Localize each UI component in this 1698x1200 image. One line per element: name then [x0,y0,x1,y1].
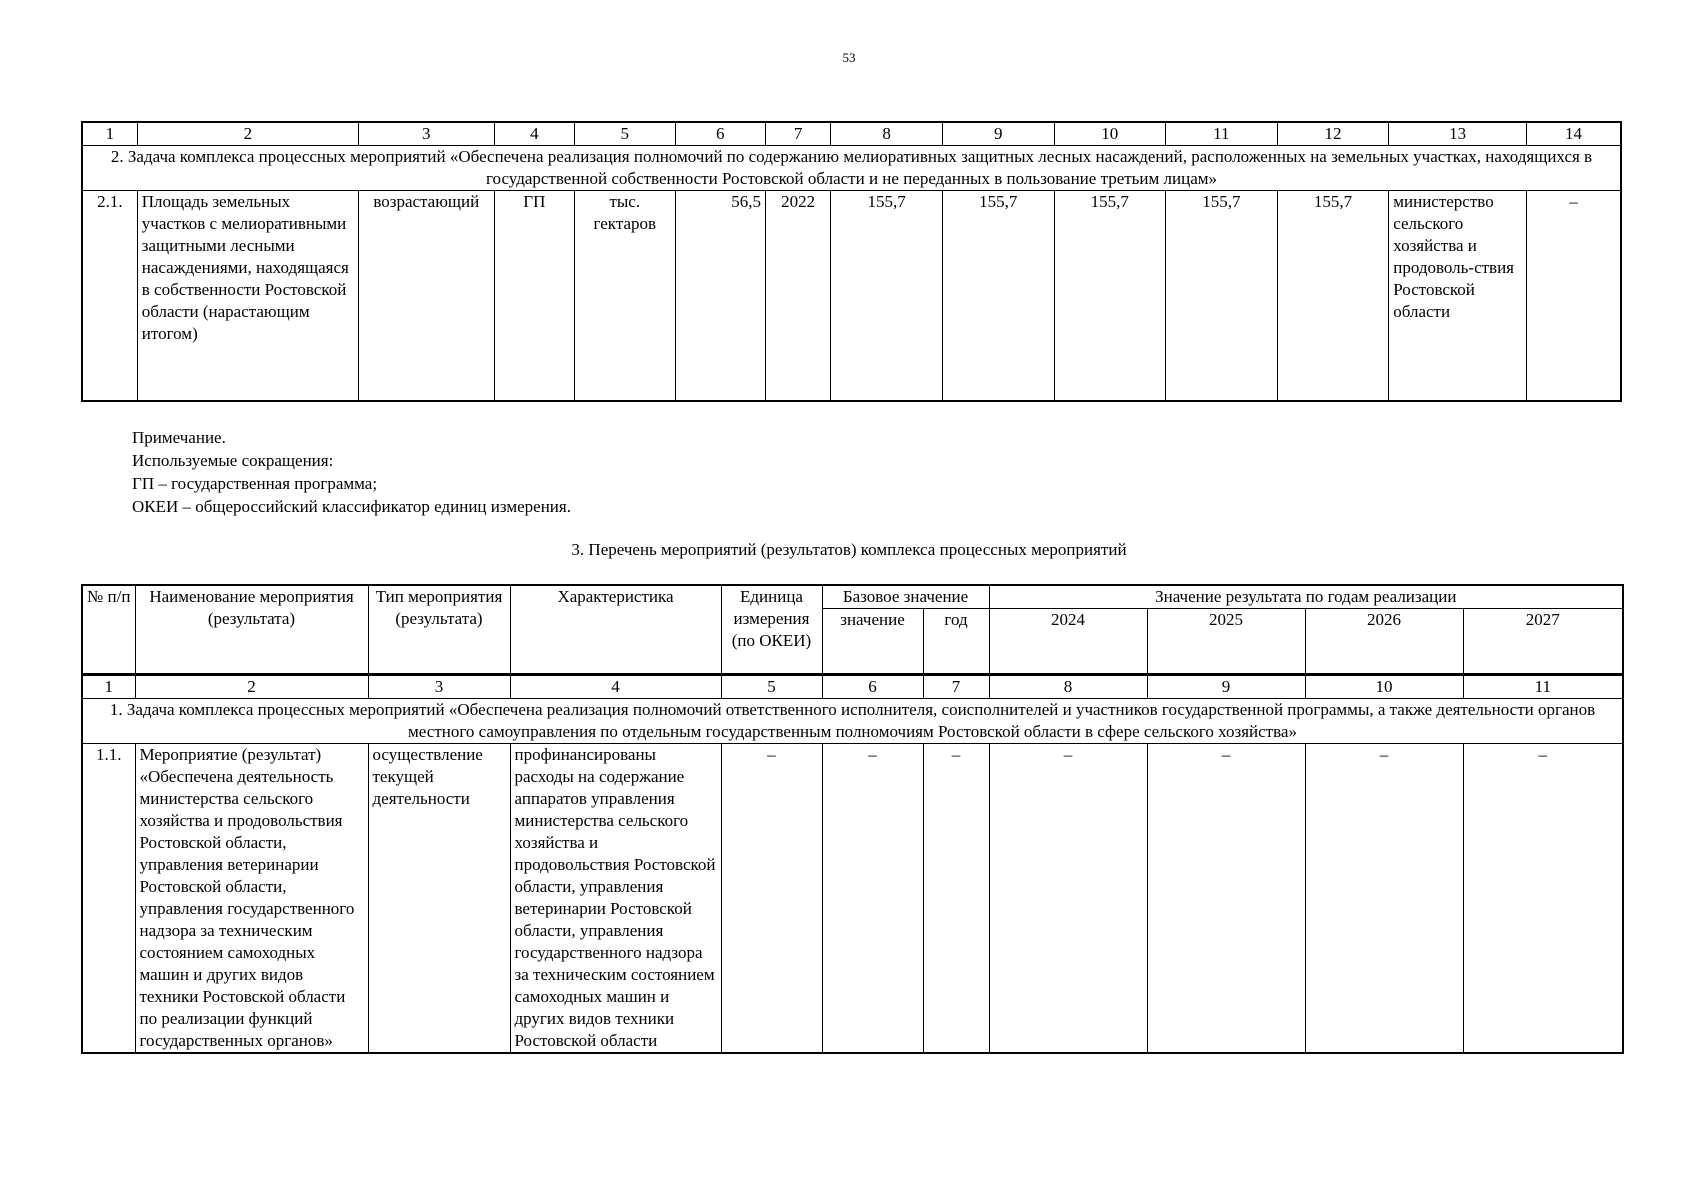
task-heading-row [82,146,1621,191]
header-unit: Единица измерения (по ОКЕИ) [721,585,822,675]
base-year: 2022 [766,191,831,401]
measure-type: осуществление текущей деятельности [368,744,510,1054]
col-number: 13 [1389,122,1527,146]
column-number-row [82,122,1621,146]
value-2027: 155,7 [1166,191,1278,401]
indicator-name: Площадь земельных участков с мелиоративными защитными лесными насаждениями, находящаяся в собственности Ростовской области (нарастающим итогом) [137,191,358,401]
header-name: Наименование мероприятия (результата) [135,585,368,675]
header-year: 2024 [989,609,1147,675]
header-base-value: значение [822,609,923,675]
col-number: 11 [1166,122,1278,146]
col-number: 6 [675,122,765,146]
header-num: № п/п [82,585,135,675]
col-number: 9 [942,122,1054,146]
section-title: 3. Перечень мероприятий (результатов) комплекса процессных мероприятий [571,540,1127,559]
value-2026: 155,7 [1054,191,1166,401]
col-number: 9 [1147,675,1305,699]
base-value: 56,5 [675,191,765,401]
col-number: 12 [1277,122,1389,146]
measures-table [81,584,1624,1054]
table-row [82,744,1623,1054]
col-number: 8 [831,122,943,146]
base-value-dash: – [822,744,923,1054]
col-number: 10 [1305,675,1463,699]
col-number: 3 [368,675,510,699]
col-number: 4 [494,122,574,146]
value-2026-dash: – [1305,744,1463,1054]
task-heading: 2. Задача комплекса процессных мероприятий «Обеспечена реализация полномочий по содержанию мелиоративных защитных лесных насаждений, расположенных на земельных участках, находящихся в государственной собственности Ростовской области и не переданных в пользование третьим лицам» [82,146,1621,191]
col-number: 11 [1463,675,1623,699]
value-2027-dash: – [1463,744,1623,1054]
header-row [82,585,1623,609]
header-base-year: год [923,609,989,675]
header-year: 2027 [1463,609,1623,675]
task-heading-row [82,699,1623,744]
col-number: 7 [766,122,831,146]
header-year: 2026 [1305,609,1463,675]
note-abbr-title: Используемые сокращения: [132,451,334,470]
note-block [132,426,571,518]
note-gp: ГП – государственная программа; [132,474,378,493]
unit-dash: – [721,744,822,1054]
indicator-unit: тыс. гектаров [575,191,676,401]
header-characteristic: Характеристика [510,585,721,675]
col-number: 5 [721,675,822,699]
page-number: 53 [842,50,856,65]
value-2024-dash: – [989,744,1147,1054]
value-2028: 155,7 [1277,191,1389,401]
base-year-dash: – [923,744,989,1054]
value-2025: 155,7 [942,191,1054,401]
indicators-table [81,121,1622,402]
table-row [82,191,1621,401]
indicator-trend: возрастающий [358,191,494,401]
col-number: 8 [989,675,1147,699]
row-number: 2.1. [82,191,137,401]
note-okei: ОКЕИ – общероссийский классификатор единиц измерения. [132,497,571,516]
col-number: 5 [575,122,676,146]
value-2025-dash: – [1147,744,1305,1054]
measure-characteristic: профинансированы расходы на содержание аппаратов управления министерства сельского хозяйства и продовольствия Ростовской области, управления ветеринарии Ростовской области, управления государственного надзора за техническим состоянием самоходных машин и других видов техники Ростовской области [510,744,721,1054]
col-number: 1 [82,675,135,699]
col-number: 1 [82,122,137,146]
col-number: 7 [923,675,989,699]
row-number: 1.1. [82,744,135,1054]
col-number: 2 [137,122,358,146]
note-title: Примечание. [132,428,226,447]
column-number-row [82,675,1623,699]
header-year: 2025 [1147,609,1305,675]
col-number: 6 [822,675,923,699]
task-heading: 1. Задача комплекса процессных мероприятий «Обеспечена реализация полномочий ответственного исполнителя, соисполнителей и участников государственной программы, а также деятельности органов местного самоуправления по отдельным государственным полномочиям Ростовской области в сфере сельского хозяйства» [82,699,1623,744]
header-years-group: Значение результата по годам реализации [989,585,1623,609]
measure-name: Мероприятие (результат) «Обеспечена деятельность министерства сельского хозяйства и продовольствия Ростовской области, управления ветеринарии Ростовской области, управления государственного надзора за техническим состоянием самоходных машин и других видов техники Ростовской области по реализации функций государственных органов» [135,744,368,1054]
header-base: Базовое значение [822,585,989,609]
extra-dash: – [1526,191,1621,401]
indicator-level: ГП [494,191,574,401]
col-number: 14 [1526,122,1621,146]
header-type: Тип мероприятия (результата) [368,585,510,675]
col-number: 10 [1054,122,1166,146]
col-number: 2 [135,675,368,699]
responsible: министерство сельского хозяйства и продоволь-ствия Ростовской области [1389,191,1527,401]
col-number: 4 [510,675,721,699]
value-2024: 155,7 [831,191,943,401]
col-number: 3 [358,122,494,146]
